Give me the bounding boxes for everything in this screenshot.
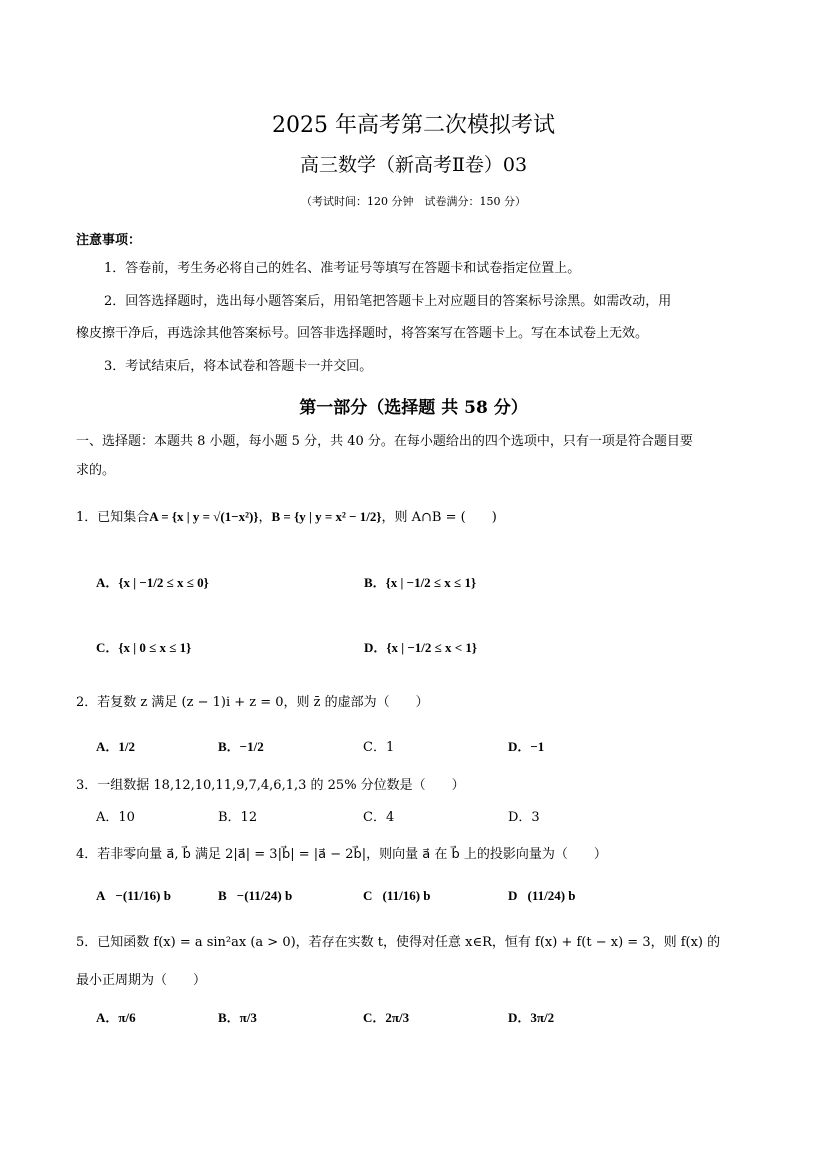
question-4-option-c[interactable]: C．(11/16) b⃗ — [363, 888, 441, 903]
question-5-stem-line-2: 最小正周期为（ ） — [76, 973, 207, 988]
notice-item-2-line-1: 2．回答选择题时，选出每小题答案后，用铅笔把答题卡上对应题目的答案标号涂黑。如需改动，用 — [104, 294, 672, 309]
question-2-option-b[interactable]: B．−1/2 — [218, 739, 264, 754]
question-1-stem: 1．已知集合A = {x | y = √(1−x²)}，B = {y | y = x² − 1/2}，则 A∩B = ( ) — [76, 509, 497, 525]
question-2-option-d[interactable]: D．−1 — [508, 739, 545, 754]
question-2-option-c[interactable]: C．1 — [363, 740, 395, 755]
question-4-option-b[interactable]: B．−(11/24) b⃗ — [218, 888, 303, 903]
question-1-option-d[interactable]: D．{x | −1/2 ≤ x < 1} — [364, 640, 478, 655]
question-3-option-b[interactable]: B．12 — [218, 810, 258, 825]
question-3-option-c[interactable]: C．4 — [363, 810, 395, 825]
exam-info: （考试时间：120 分钟 试卷满分：150 分） — [301, 195, 526, 208]
exam-title: 2025 年高考第二次模拟考试 — [272, 113, 555, 138]
question-5-stem-line-1: 5．已知函数 f(x) = a sin²ax (a > 0)，若存在实数 t，使得对任意 x∈R，恒有 f(x) + f(t − x) = 3，则 f(x) 的 — [76, 935, 721, 950]
question-3-option-a[interactable]: A．10 — [96, 810, 135, 825]
section-1-title: 第一部分（选择题 共 58 分） — [299, 398, 528, 418]
question-2-option-a[interactable]: A．1/2 — [96, 739, 136, 754]
notice-heading: 注意事项： — [76, 233, 142, 248]
notice-item-3: 3．考试结束后，将本试卷和答题卡一并交回。 — [104, 359, 373, 374]
exam-subtitle: 高三数学（新高考Ⅱ卷）03 — [299, 154, 528, 176]
question-5-option-b[interactable]: B．π/3 — [218, 1010, 257, 1025]
question-4-option-d[interactable]: D．(11/24) b⃗ — [508, 888, 586, 903]
question-2-stem: 2．若复数 z 满足 (z − 1)i + z = 0，则 z̄ 的虚部为（ ） — [76, 695, 429, 710]
question-1-set-a: A = {x | y = √(1−x²)} — [149, 509, 259, 524]
question-1-option-c[interactable]: C．{x | 0 ≤ x ≤ 1} — [96, 640, 192, 655]
question-5-option-c[interactable]: C．2π/3 — [363, 1010, 410, 1025]
question-5-option-a[interactable]: A．π/6 — [96, 1010, 136, 1025]
question-1-prefix: 1．已知集合 — [76, 510, 150, 525]
notice-item-2-line-2: 橡皮擦干净后，再选涂其他答案标号。回答非选择题时，将答案写在答题卡上。写在本试卷上无效。 — [76, 326, 649, 341]
question-1-set-b: B = {y | y = x² − 1/2} — [271, 509, 382, 524]
question-4-stem: 4．若非零向量 a⃗, b⃗ 满足 2|a⃗| = 3|b⃗| = |a⃗ − 2b⃗|，则向量 a⃗ 在 b⃗ 上的投影向量为（ ） — [76, 847, 607, 862]
question-1-option-a[interactable]: A．{x | −1/2 ≤ x ≤ 0} — [96, 575, 209, 590]
section-1-intro-line-2: 求的。 — [76, 463, 116, 478]
question-5-option-d[interactable]: D．3π/2 — [508, 1010, 555, 1025]
section-1-intro-line-1: 一、选择题：本题共 8 小题，每小题 5 分，共 40 分。在每小题给出的四个选项中，只有一项是符合题目要 — [76, 434, 693, 449]
notice-item-1: 1．答卷前，考生务必将自己的姓名、准考证号等填写在答题卡和试卷指定位置上。 — [104, 261, 581, 276]
question-3-option-d[interactable]: D．3 — [508, 810, 540, 825]
question-4-option-a[interactable]: A．−(11/16) b⃗ — [96, 888, 182, 903]
question-1-option-b[interactable]: B．{x | −1/2 ≤ x ≤ 1} — [364, 575, 477, 590]
question-3-stem: 3．一组数据 18,12,10,11,9,7,4,6,1,3 的 25% 分位数是（ ） — [76, 778, 465, 793]
question-1-suffix: ，则 A∩B = ( ) — [381, 510, 497, 525]
